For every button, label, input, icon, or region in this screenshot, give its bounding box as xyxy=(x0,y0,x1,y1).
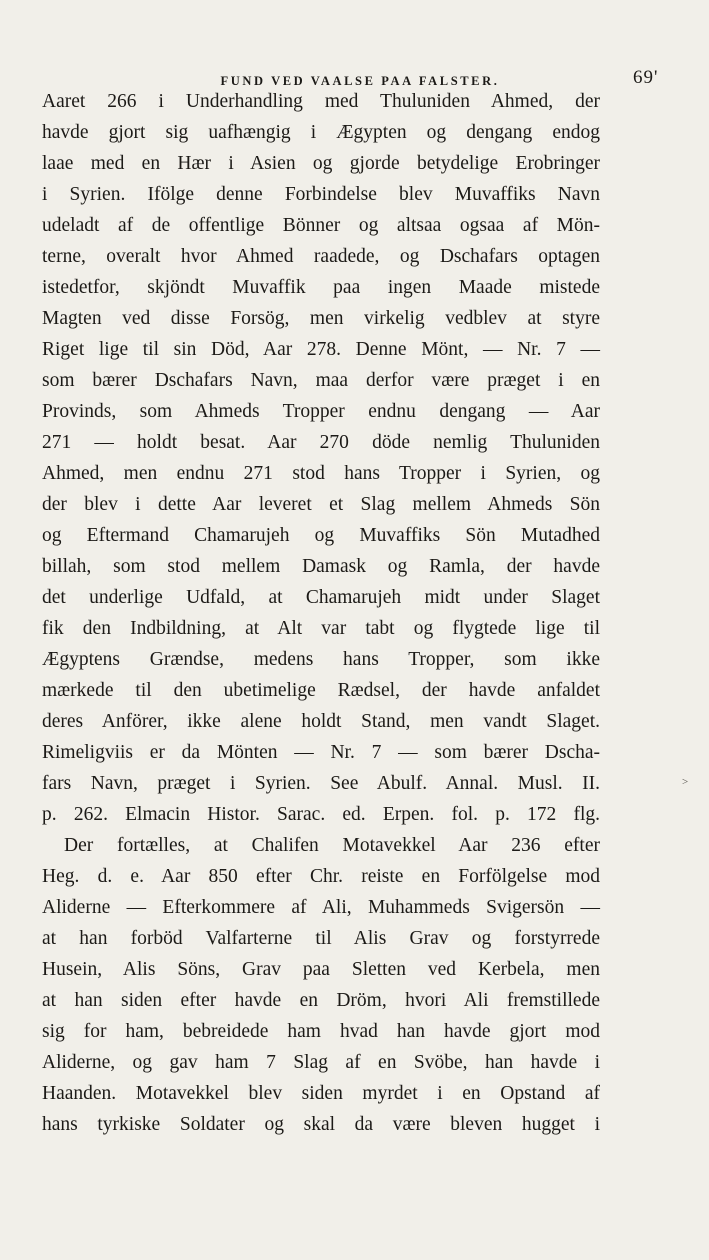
text-line: Haanden. Motavekkel blev siden myrdet i en Opstand af xyxy=(42,1083,600,1104)
text-line: i Syrien. Ifölge denne Forbindelse blev Muvaffiks Navn xyxy=(42,184,600,205)
text-line: der blev i dette Aar leveret et Slag mellem Ahmeds Sön xyxy=(42,494,600,515)
text-line: Ægyptens Grændse, medens hans Tropper, som ikke xyxy=(42,649,600,670)
running-head: FUND VED VAALSE PAA FALSTER. xyxy=(220,74,500,88)
text-line: 271 — holdt besat. Aar 270 döde nemlig Thuluniden xyxy=(42,432,600,453)
text-line: mærkede til den ubetimelige Rædsel, der havde anfaldet xyxy=(42,680,600,701)
text-line: billah, som stod mellem Damask og Ramla, der havde xyxy=(42,556,600,577)
text-line: p. 262. Elmacin Histor. Sarac. ed. Erpen. fol. p. 172 flg. xyxy=(42,804,600,825)
text-line: det underlige Udfald, at Chamarujeh midt under Slaget xyxy=(42,587,600,608)
text-line: at han siden efter havde en Dröm, hvori Ali fremstillede xyxy=(42,990,600,1011)
text-line: Provinds, som Ahmeds Tropper endnu dengang — Aar xyxy=(42,401,600,422)
text-line: at han forböd Valfarterne til Alis Grav og forstyrrede xyxy=(42,928,600,949)
text-line: Aliderne — Efterkommere af Ali, Muhammeds Svigersön — xyxy=(42,897,600,918)
text-line: laae med en Hær i Asien og gjorde betydelige Erobringer xyxy=(42,153,600,174)
text-line: Rimeligviis er da Mönten — Nr. 7 — som bærer Dscha- xyxy=(42,742,600,763)
text-line: Der fortælles, at Chalifen Motavekkel Aar 236 efter xyxy=(64,835,600,856)
text-line: Heg. d. e. Aar 850 efter Chr. reiste en Forfölgelse mod xyxy=(42,866,600,887)
text-line: havde gjort sig uafhængig i Ægypten og dengang endog xyxy=(42,122,600,143)
text-line: fars Navn, præget i Syrien. See Abulf. Annal. Musl. II. xyxy=(42,773,600,794)
text-line: Riget lige til sin Död, Aar 278. Denne Mönt, — Nr. 7 — xyxy=(42,339,600,360)
text-line: hans tyrkiske Soldater og skal da være bleven hugget i xyxy=(42,1114,600,1135)
text-line: Husein, Alis Söns, Grav paa Sletten ved Kerbela, men xyxy=(42,959,600,980)
text-line: Aliderne, og gav ham 7 Slag af en Svöbe, han havde i xyxy=(42,1052,600,1073)
text-line: og Eftermand Chamarujeh og Muvaffiks Sön Mutadhed xyxy=(42,525,600,546)
text-line: Aaret 266 i Underhandling med Thuluniden Ahmed, der xyxy=(42,91,600,112)
text-line: istedetfor, skjöndt Muvaffik paa ingen Maade mistede xyxy=(42,277,600,298)
text-line: Magten ved disse Forsög, men virkelig vedblev at styre xyxy=(42,308,600,329)
text-line: terne, overalt hvor Ahmed raadede, og Dschafars optagen xyxy=(42,246,600,267)
text-line: som bærer Dschafars Navn, maa derfor være præget i en xyxy=(42,370,600,391)
text-line: sig for ham, bebreidede ham hvad han havde gjort mod xyxy=(42,1021,600,1042)
text-line: Ahmed, men endnu 271 stod hans Tropper i Syrien, og xyxy=(42,463,600,484)
text-line: fik den Indbildning, at Alt var tabt og flygtede lige til xyxy=(42,618,600,639)
page-number: 69' xyxy=(633,67,659,88)
text-line: udeladt af de offentlige Bönner og altsaa ogsaa af Mön- xyxy=(42,215,600,236)
text-line: deres Anförer, ikke alene holdt Stand, men vandt Slaget. xyxy=(42,711,600,732)
margin-mark: ˃ xyxy=(682,776,689,788)
